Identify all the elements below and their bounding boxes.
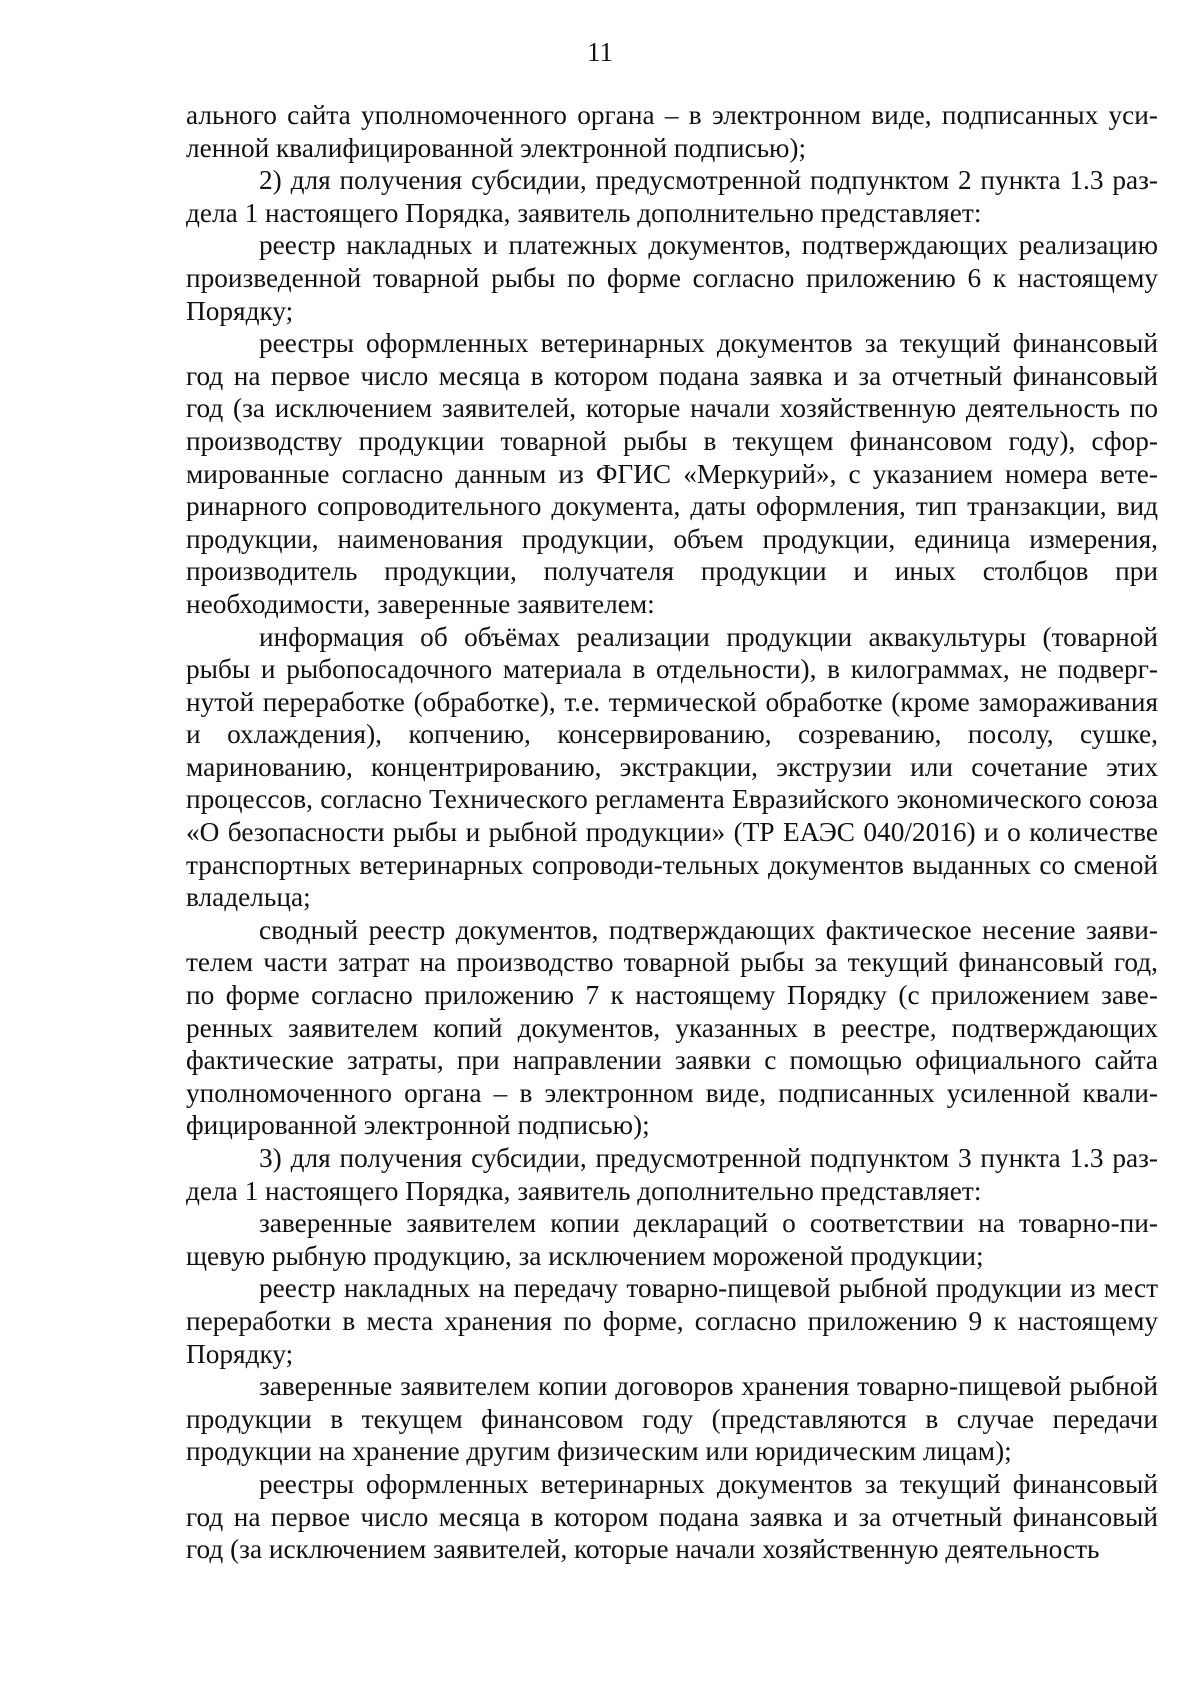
paragraph-invoice-registry: реестр накладных и платежных документов, подтверждающих реализацию произведенной товарной рыбы по форме согласно приложению 6 к настоящему Порядку;: [186, 230, 1158, 326]
document-body: [186, 99, 1158, 1566]
paragraph-storage-contracts: заверенные заявителем копии договоров хранения товарно-пищевой рыбной продукции в текущем финансовом году (представляются в случае передачи продукции на хранение другим физическим или юридическим лицам);: [186, 1371, 1158, 1467]
paragraph-item-2: 2) для получения субсидии, предусмотренной подпунктом 2 пункта 1.3 раздела 1 настоящего Порядка, заявитель дополнительно представляет:: [186, 165, 1158, 228]
paragraph-continuation: ального сайта уполномоченного органа – в электронном виде, подписанных усиленной квалифицированной электронной подписью);: [186, 100, 1158, 163]
paragraph-transfer-invoice-registry: реестр накладных на передачу товарно-пищевой рыбной продукции из мест переработки в места хранения по форме, согласно приложению 9 к настоящему Порядку;: [186, 1273, 1158, 1369]
paragraph-declaration-copies: заверенные заявителем копии деклараций о соответствии на товарно-пищевую рыбную продукцию, за исключением мороженой продукции;: [186, 1208, 1158, 1271]
paragraph-veterinary-registries: реестры оформленных ветеринарных документов за текущий финансовый год на первое число месяца в котором подана заявка и за отчетный финансовый год (за исключением заявителей, которые начали хозяйственную деятельность по производству продукции товарной рыбы в текущем финансовом году), сформированные согласно данным из ФГИС «Меркурий», с указанием номера ветеринарного сопроводительного документа, даты оформления, тип транзакции, вид продукции, наименования продукции, объем продукции, единица измерения, производитель продукции, получателя продукции и иных столбцов при необходимости, заверенные заявителем:: [186, 328, 1158, 619]
page-number: 11: [587, 37, 613, 67]
paragraph-veterinary-registries-2: реестры оформленных ветеринарных документов за текущий финансовый год на первое число месяца в котором подана заявка и за отчетный финансовый год (за исключением заявителей, которые начали хозяйственную деятельность: [186, 1468, 1158, 1565]
paragraph-aquaculture-sales-info: информация об объёмах реализации продукции аквакультуры (товарной рыбы и рыбопосадочного материала в отдельности), в килограммах, не подвергнутой переработке (обработке), т.е. термической обработке (кроме замораживания и охлаждения), копчению, консервированию, созреванию, посолу, сушке, маринованию, концентрированию, экстракции, экструзии или сочетание этих процессов, согласно Технического регламента Евразийского экономического союза «О безопасности рыбы и рыбной продукции» (ТР ЕАЭС 040/2016) и о количестве транспортных ветеринарных сопроводи-тельных документов выданных со сменой владельца;: [186, 621, 1158, 913]
paragraph-summary-registry: сводный реестр документов, подтверждающих фактическое несение заявителем части затрат на производство товарной рыбы за текущий финансовый год, по форме согласно приложению 7 к настоящему Порядку (с приложением заверенных заявителем копий документов, указанных в реестре, подтверждающих фактические затраты, при направлении заявки с помощью официального сайта уполномоченного органа – в электронном виде, подписанных усиленной квалифицированной электронной подписью);: [186, 914, 1158, 1141]
paragraph-item-3: 3) для получения субсидии, предусмотренной подпунктом 3 пункта 1.3 раздела 1 настоящего Порядка, заявитель дополнительно представляет:: [186, 1143, 1158, 1206]
